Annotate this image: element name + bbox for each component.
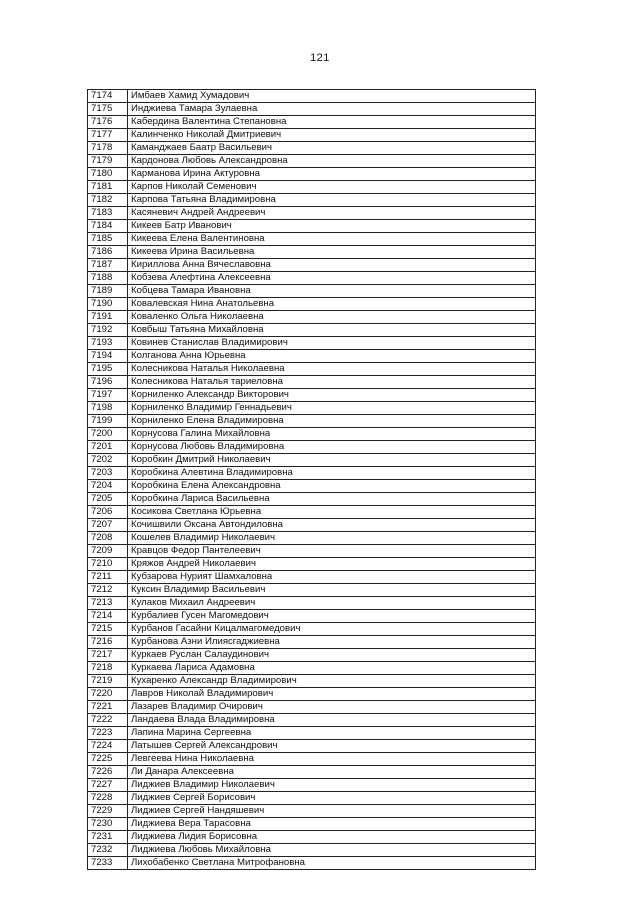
full-name: Лавров Николай Владимирович bbox=[128, 688, 536, 701]
full-name: Колганова Анна Юрьевна bbox=[128, 350, 536, 363]
record-number: 7186 bbox=[88, 246, 128, 259]
record-number: 7232 bbox=[88, 844, 128, 857]
record-number: 7222 bbox=[88, 714, 128, 727]
record-number: 7193 bbox=[88, 337, 128, 350]
table-row bbox=[88, 376, 536, 389]
full-name: Карманова Ирина Актуровна bbox=[128, 168, 536, 181]
record-number: 7224 bbox=[88, 740, 128, 753]
full-name: Лиджиев Сергей Нандяшевич bbox=[128, 805, 536, 818]
table-row bbox=[88, 168, 536, 181]
table-row bbox=[88, 259, 536, 272]
full-name: Лиджиева Любовь Михайловна bbox=[128, 844, 536, 857]
record-number: 7209 bbox=[88, 545, 128, 558]
full-name: Кикеева Елена Валентиновна bbox=[128, 233, 536, 246]
full-name: Кравцов Федор Пантелеевич bbox=[128, 545, 536, 558]
table-row bbox=[88, 623, 536, 636]
table-row bbox=[88, 220, 536, 233]
full-name: Кириллова Анна Вячеславовна bbox=[128, 259, 536, 272]
table-row bbox=[88, 103, 536, 116]
table-row bbox=[88, 142, 536, 155]
full-name: Коробкина Лариса Васильевна bbox=[128, 493, 536, 506]
record-number: 7223 bbox=[88, 727, 128, 740]
full-name: Ковбыш Татьяна Михайловна bbox=[128, 324, 536, 337]
table-row bbox=[88, 116, 536, 129]
table-row bbox=[88, 844, 536, 857]
record-number: 7189 bbox=[88, 285, 128, 298]
record-number: 7216 bbox=[88, 636, 128, 649]
record-number: 7188 bbox=[88, 272, 128, 285]
full-name: Кубзарова Нурият Шамхаловна bbox=[128, 571, 536, 584]
table-row bbox=[88, 558, 536, 571]
full-name: Коробкина Елена Александровна bbox=[128, 480, 536, 493]
record-number: 7177 bbox=[88, 129, 128, 142]
record-number: 7208 bbox=[88, 532, 128, 545]
full-name: Кикеева Ирина Васильевна bbox=[128, 246, 536, 259]
table-row bbox=[88, 272, 536, 285]
table-row bbox=[88, 363, 536, 376]
table-row bbox=[88, 701, 536, 714]
table-row bbox=[88, 792, 536, 805]
table-row bbox=[88, 311, 536, 324]
record-number: 7187 bbox=[88, 259, 128, 272]
full-name: Колесникова Наталья тариеловна bbox=[128, 376, 536, 389]
record-number: 7206 bbox=[88, 506, 128, 519]
full-name: Кряжов Андрей Николаевич bbox=[128, 558, 536, 571]
record-number: 7181 bbox=[88, 181, 128, 194]
table-row bbox=[88, 675, 536, 688]
full-name: Ландаева Влада Владимировна bbox=[128, 714, 536, 727]
full-name: Латышев Сергей Александрович bbox=[128, 740, 536, 753]
table-row bbox=[88, 441, 536, 454]
full-name: Лапина Марина Сергеевна bbox=[128, 727, 536, 740]
record-number: 7183 bbox=[88, 207, 128, 220]
record-number: 7197 bbox=[88, 389, 128, 402]
full-name: Корнусова Любовь Владимировна bbox=[128, 441, 536, 454]
record-number: 7230 bbox=[88, 818, 128, 831]
full-name: Курбанов Гасайни Кицалмагомедович bbox=[128, 623, 536, 636]
registry-rows bbox=[88, 90, 536, 870]
record-number: 7199 bbox=[88, 415, 128, 428]
table-row bbox=[88, 597, 536, 610]
full-name: Инджиева Тамара Зулаевна bbox=[128, 103, 536, 116]
record-number: 7215 bbox=[88, 623, 128, 636]
table-row bbox=[88, 389, 536, 402]
record-number: 7213 bbox=[88, 597, 128, 610]
record-number: 7205 bbox=[88, 493, 128, 506]
full-name: Косикова Светлана Юрьевна bbox=[128, 506, 536, 519]
record-number: 7228 bbox=[88, 792, 128, 805]
full-name: Ковинев Станислав Владимирович bbox=[128, 337, 536, 350]
full-name: Карпова Татьяна Владимировна bbox=[128, 194, 536, 207]
record-number: 7214 bbox=[88, 610, 128, 623]
full-name: Лиджиев Владимир Николаевич bbox=[128, 779, 536, 792]
full-name: Кобзева Алефтина Алексеевна bbox=[128, 272, 536, 285]
full-name: Карпов Николай Семенович bbox=[128, 181, 536, 194]
table-row bbox=[88, 831, 536, 844]
record-number: 7180 bbox=[88, 168, 128, 181]
full-name: Ли Данара Алексеевна bbox=[128, 766, 536, 779]
record-number: 7176 bbox=[88, 116, 128, 129]
record-number: 7175 bbox=[88, 103, 128, 116]
table-row bbox=[88, 454, 536, 467]
table-row bbox=[88, 545, 536, 558]
full-name: Коваленко Ольга Николаевна bbox=[128, 311, 536, 324]
full-name: Лиджиев Сергей Борисович bbox=[128, 792, 536, 805]
table-row bbox=[88, 610, 536, 623]
record-number: 7201 bbox=[88, 441, 128, 454]
record-number: 7225 bbox=[88, 753, 128, 766]
record-number: 7210 bbox=[88, 558, 128, 571]
record-number: 7217 bbox=[88, 649, 128, 662]
full-name: Кикеев Батр Иванович bbox=[128, 220, 536, 233]
table-row bbox=[88, 402, 536, 415]
record-number: 7229 bbox=[88, 805, 128, 818]
table-row bbox=[88, 636, 536, 649]
table-row bbox=[88, 818, 536, 831]
table-row bbox=[88, 428, 536, 441]
table-row bbox=[88, 337, 536, 350]
record-number: 7220 bbox=[88, 688, 128, 701]
table-row bbox=[88, 779, 536, 792]
table-row bbox=[88, 324, 536, 337]
table-row bbox=[88, 90, 536, 103]
table-row bbox=[88, 506, 536, 519]
record-number: 7185 bbox=[88, 233, 128, 246]
table-row bbox=[88, 649, 536, 662]
record-number: 7182 bbox=[88, 194, 128, 207]
full-name: Лиджиева Вера Тарасовна bbox=[128, 818, 536, 831]
record-number: 7174 bbox=[88, 90, 128, 103]
full-name: Кардонова Любовь Александровна bbox=[128, 155, 536, 168]
record-number: 7203 bbox=[88, 467, 128, 480]
full-name: Кобцева Тамара Ивановна bbox=[128, 285, 536, 298]
full-name: Кабердина Валентина Степановна bbox=[128, 116, 536, 129]
table-row bbox=[88, 662, 536, 675]
record-number: 7219 bbox=[88, 675, 128, 688]
record-number: 7194 bbox=[88, 350, 128, 363]
record-number: 7179 bbox=[88, 155, 128, 168]
table-row bbox=[88, 194, 536, 207]
record-number: 7178 bbox=[88, 142, 128, 155]
table-row bbox=[88, 129, 536, 142]
full-name: Куркаев Руслан Салаудинович bbox=[128, 649, 536, 662]
record-number: 7204 bbox=[88, 480, 128, 493]
full-name: Курбанова Азни Илиясгаджиевна bbox=[128, 636, 536, 649]
full-name: Кухаренко Александр Владимирович bbox=[128, 675, 536, 688]
record-number: 7227 bbox=[88, 779, 128, 792]
full-name: Корниленко Елена Владимировна bbox=[128, 415, 536, 428]
full-name: Кочишвили Оксана Автондиловна bbox=[128, 519, 536, 532]
record-number: 7190 bbox=[88, 298, 128, 311]
full-name: Куркаева Лариса Адамовна bbox=[128, 662, 536, 675]
table-row bbox=[88, 532, 536, 545]
full-name: Корниленко Владимир Геннадьевич bbox=[128, 402, 536, 415]
record-number: 7191 bbox=[88, 311, 128, 324]
record-number: 7226 bbox=[88, 766, 128, 779]
record-number: 7192 bbox=[88, 324, 128, 337]
full-name: Лихобабенко Светлана Митрофановна bbox=[128, 857, 536, 870]
full-name: Ковалевская Нина Анатольевна bbox=[128, 298, 536, 311]
full-name: Кошелев Владимир Николаевич bbox=[128, 532, 536, 545]
full-name: Лиджиева Лидия Борисовна bbox=[128, 831, 536, 844]
table-row bbox=[88, 480, 536, 493]
table-row bbox=[88, 467, 536, 480]
table-row bbox=[88, 415, 536, 428]
full-name: Курбалиев Гусен Магомедович bbox=[128, 610, 536, 623]
full-name: Куксин Владимир Васильевич bbox=[128, 584, 536, 597]
table-row bbox=[88, 688, 536, 701]
full-name: Коробкина Алевтина Владимировна bbox=[128, 467, 536, 480]
record-number: 7218 bbox=[88, 662, 128, 675]
record-number: 7231 bbox=[88, 831, 128, 844]
table-row bbox=[88, 246, 536, 259]
full-name: Корнусова Галина Михайловна bbox=[128, 428, 536, 441]
table-row bbox=[88, 740, 536, 753]
table-row bbox=[88, 207, 536, 220]
full-name: Калинченко Николай Дмитриевич bbox=[128, 129, 536, 142]
record-number: 7211 bbox=[88, 571, 128, 584]
record-number: 7212 bbox=[88, 584, 128, 597]
page-number: 121 bbox=[310, 52, 330, 64]
registry-table bbox=[87, 89, 536, 870]
table-row bbox=[88, 805, 536, 818]
table-row bbox=[88, 714, 536, 727]
table-row bbox=[88, 493, 536, 506]
full-name: Корниленко Александр Викторович bbox=[128, 389, 536, 402]
table-row bbox=[88, 233, 536, 246]
record-number: 7202 bbox=[88, 454, 128, 467]
table-row bbox=[88, 584, 536, 597]
full-name: Касяневич Андрей Андреевич bbox=[128, 207, 536, 220]
record-number: 7207 bbox=[88, 519, 128, 532]
full-name: Кулаков Михаил Андреевич bbox=[128, 597, 536, 610]
record-number: 7233 bbox=[88, 857, 128, 870]
table-row bbox=[88, 155, 536, 168]
table-row bbox=[88, 350, 536, 363]
full-name: Лазарев Владимир Очирович bbox=[128, 701, 536, 714]
table-row bbox=[88, 181, 536, 194]
record-number: 7221 bbox=[88, 701, 128, 714]
full-name: Колесникова Наталья Николаевна bbox=[128, 363, 536, 376]
full-name: Каманджаев Баатр Васильевич bbox=[128, 142, 536, 155]
table-row bbox=[88, 727, 536, 740]
record-number: 7198 bbox=[88, 402, 128, 415]
table-row bbox=[88, 753, 536, 766]
table-row bbox=[88, 285, 536, 298]
record-number: 7184 bbox=[88, 220, 128, 233]
full-name: Коробкин Дмитрий Николаевич bbox=[128, 454, 536, 467]
table-row bbox=[88, 519, 536, 532]
table-row bbox=[88, 766, 536, 779]
full-name: Имбаев Хамид Хумадович bbox=[128, 90, 536, 103]
full-name: Левгеева Нина Николаевна bbox=[128, 753, 536, 766]
record-number: 7195 bbox=[88, 363, 128, 376]
record-number: 7200 bbox=[88, 428, 128, 441]
record-number: 7196 bbox=[88, 376, 128, 389]
table-row bbox=[88, 571, 536, 584]
table-row bbox=[88, 857, 536, 870]
table-row bbox=[88, 298, 536, 311]
